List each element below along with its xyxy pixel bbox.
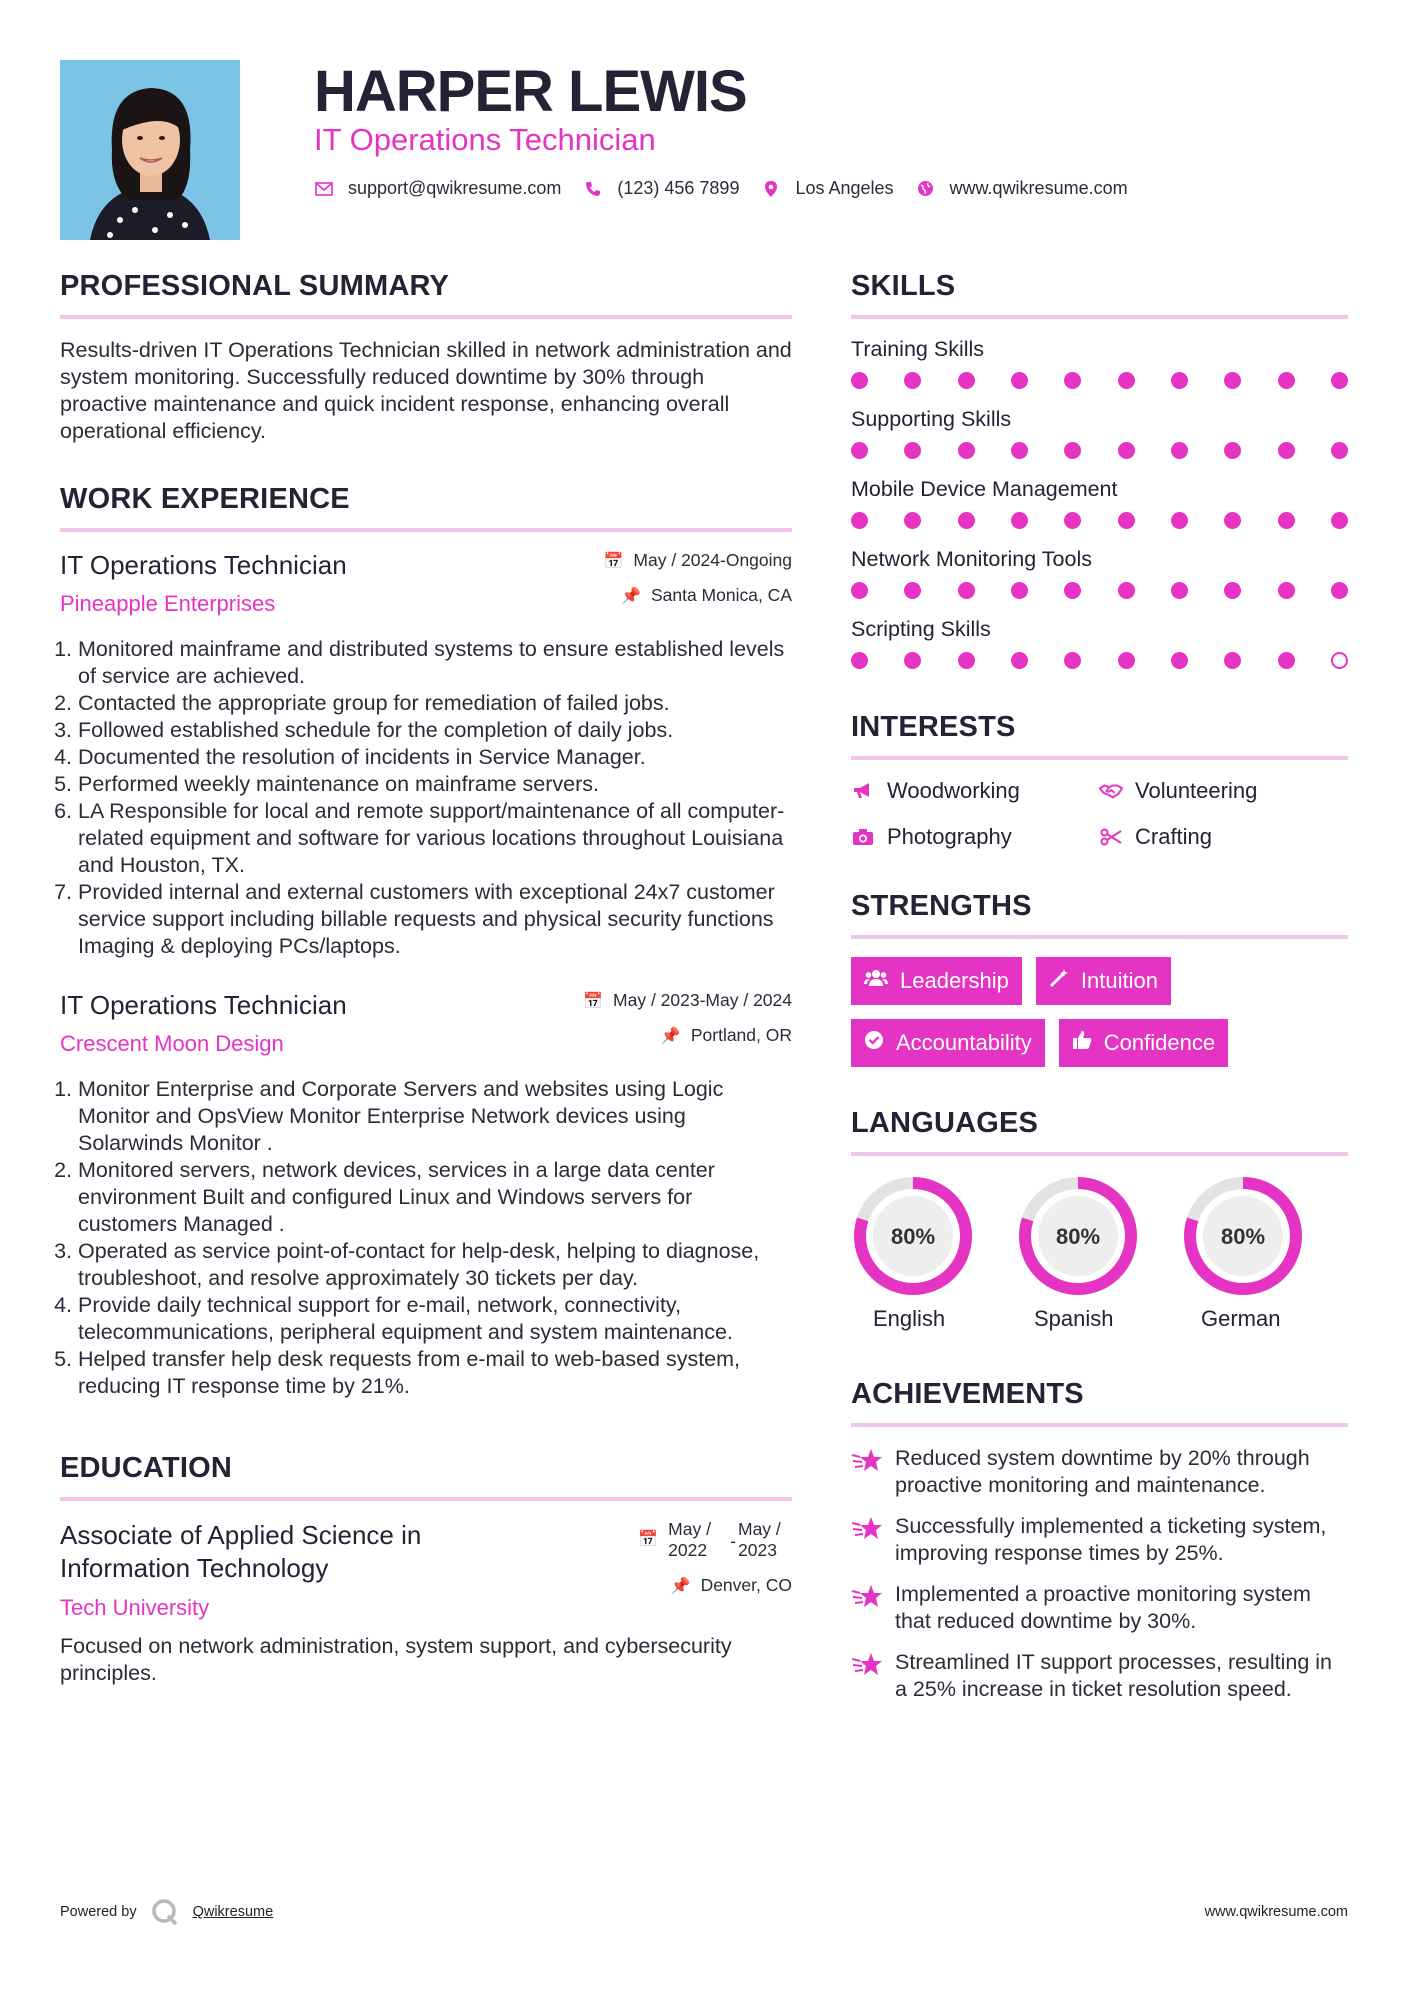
skill-dot-filled [1118,512,1135,529]
education-date-separator: - [730,1531,736,1551]
list-item: 3. Followed established schedule for the completion of daily jobs. [78,717,792,744]
achievements-list [851,1445,1348,1703]
envelope-icon [314,182,334,196]
job-entry [60,990,792,1400]
skill-dot-filled [851,512,868,529]
skill-dot-filled [851,372,868,389]
achievement-text: Implemented a proactive monitoring system that reduced downtime by 30%. [895,1582,1311,1633]
powered-by-label: Powered by [60,1904,137,1920]
skill-dot-filled [1118,652,1135,669]
skill-dot-filled [958,512,975,529]
scissors-icon [1099,828,1123,846]
language-name: German [1201,1306,1281,1331]
skill-dot-filled [1064,582,1081,599]
interest-item [1099,824,1348,850]
skill-dot-filled [851,652,868,669]
right-column [851,270,1348,1717]
interest-label: Photography [887,824,1012,849]
skills-heading: SKILLS [851,270,1348,319]
interest-label: Crafting [1135,824,1213,849]
skills-list [851,337,1348,669]
handshake-icon [1099,782,1123,800]
skill-rating [851,512,1348,529]
skill-rating [851,652,1348,669]
skill-dot-filled [1278,372,1295,389]
shooting-star-icon [851,1651,883,1684]
pushpin-icon: 📌 [621,587,641,605]
job-date: May / 2023-May / 2024 [613,990,792,1010]
contact-email[interactable]: support@qwikresume.com [348,178,562,198]
language-name: Spanish [1034,1306,1114,1331]
footer-website[interactable]: www.qwikresume.com [1204,1904,1348,1920]
skill-rating [851,582,1348,599]
camera-icon [851,828,875,846]
skill-name: Scripting Skills [851,617,991,641]
map-pin-icon [761,180,781,198]
skill-dot-filled [1118,442,1135,459]
language-percent: 80% [890,1224,936,1249]
calendar-icon: 📅 [638,1531,659,1548]
list-item: 2. Monitored servers, network devices, services in a large data center environment Built and configured Linux and Windows servers for customers Managed . [78,1157,792,1238]
skill-item [851,617,1348,669]
skill-dot-filled [1011,512,1028,529]
skill-name: Training Skills [851,337,985,361]
achievements-heading: ACHIEVEMENTS [851,1378,1348,1427]
education-entry [60,1519,792,1687]
job-bullets [60,636,792,960]
interest-item [851,778,1099,804]
users-icon [864,969,888,993]
skill-dot-filled [958,442,975,459]
skill-dot-filled [1011,652,1028,669]
profile-photo [60,60,240,240]
skill-dot-filled [1171,372,1188,389]
language-ring [1181,1174,1305,1298]
strength-badge [851,957,1022,1005]
skill-name: Supporting Skills [851,407,1012,431]
skill-dot-filled [904,582,921,599]
list-item: 2. Contacted the appropriate group for remediation of failed jobs. [78,690,792,717]
interest-label: Woodworking [887,778,1020,803]
skill-dot-filled [1224,652,1241,669]
calendar-icon: 📅 [603,552,624,570]
language-percent: 80% [1220,1224,1266,1249]
skill-dot-filled [1278,512,1295,529]
shooting-star-icon [851,1447,883,1480]
achievement-text: Successfully implemented a ticketing system, improving response times by 25%. [895,1514,1327,1565]
skill-dot-filled [958,372,975,389]
language-item [1181,1174,1346,1332]
skill-dot-filled [904,512,921,529]
skill-dot-filled [1171,652,1188,669]
languages-heading: LANGUAGES [851,1107,1348,1156]
interest-label: Volunteering [1135,778,1258,803]
skill-item [851,407,1348,459]
skill-item [851,547,1348,599]
achievement-text: Streamlined IT support processes, resulting in a 25% increase in ticket resolution speed. [895,1650,1332,1701]
skill-rating [851,442,1348,459]
strength-badge [851,1019,1045,1067]
strength-label: Intuition [1080,968,1158,993]
skill-name: Mobile Device Management [851,477,1118,501]
education-heading: EDUCATION [60,1452,792,1501]
strengths-list [851,957,1348,1067]
education-degree: Associate of Applied Science in Information Technology [60,1520,422,1583]
candidate-name: HARPER LEWIS [314,59,747,124]
brand-link[interactable]: Qwikresume [192,1904,274,1920]
skill-dot-filled [1118,582,1135,599]
skill-dot-filled [1278,652,1295,669]
job-date: May / 2024-Ongoing [633,550,792,570]
globe-icon [916,180,936,197]
strength-badge [1036,957,1171,1005]
contact-location: Los Angeles [795,178,894,198]
strength-badge [1059,1019,1228,1067]
job-location: Portland, OR [690,1025,792,1045]
contact-website[interactable]: www.qwikresume.com [949,178,1128,198]
education-school: Tech University [60,1595,210,1620]
list-item: 3. Operated as service point-of-contact for help-desk, helping to diagnose, troubleshoot, and resolve approximately 30 tickets per day. [78,1238,792,1292]
list-item: 6. LA Responsible for local and remote support/maintenance of all computer-related equipment and software for various locations throughout Louisiana and Houston, TX. [78,798,792,879]
education-date-end: May / 2023 [738,1519,781,1560]
list-item: 4. Provide daily technical support for e-mail, network, connectivity, telecommunications, peripheral equipment and system maintenance. [78,1292,792,1346]
skill-dot-filled [904,652,921,669]
interest-item [1099,778,1348,804]
job-role: IT Operations Technician [60,550,347,580]
skill-dot-filled [1064,442,1081,459]
skill-dot-filled [851,442,868,459]
skill-dot-filled [1224,582,1241,599]
experience-heading: WORK EXPERIENCE [60,483,792,532]
skill-dot-filled [1171,512,1188,529]
job-bullets [60,1076,792,1400]
candidate-title: IT Operations Technician [314,122,656,157]
left-column [60,270,792,1687]
skill-dot-filled [1331,372,1348,389]
summary-text: Results-driven IT Operations Technician skilled in network administration and system monitoring. Successfully reduced downtime by 30% through proactive maintenance and quick incident response, enhancing overall operational efficiency. [60,338,792,443]
profile-photo-illustration [60,60,240,240]
achievement-item [851,1649,1348,1703]
education-description: Focused on network administration, system support, and cybersecurity principles. [60,1634,732,1685]
skill-dot-filled [1064,372,1081,389]
language-item [1016,1174,1181,1332]
skill-name: Network Monitoring Tools [851,547,1092,571]
skill-dot-empty [1331,652,1348,669]
phone-icon [583,181,603,197]
achievement-item [851,1581,1348,1635]
strength-label: Leadership [900,968,1009,993]
skill-dot-filled [1331,582,1348,599]
interests-list [851,778,1348,850]
list-item: 5. Performed weekly maintenance on mainframe servers. [78,771,792,798]
skill-dot-filled [1278,582,1295,599]
contact-bar [314,178,1150,199]
skill-dot-filled [1331,442,1348,459]
skill-dot-filled [1224,372,1241,389]
pushpin-icon: 📌 [660,1027,681,1045]
skill-dot-filled [904,442,921,459]
skill-dot-filled [851,582,868,599]
skill-dot-filled [1064,652,1081,669]
list-item: 1. Monitored mainframe and distributed systems to ensure established levels of service are achieved. [78,636,792,690]
job-location: Santa Monica, CA [650,585,792,605]
skill-dot-filled [1224,512,1241,529]
language-percent: 80% [1055,1224,1101,1249]
skill-dot-filled [1118,372,1135,389]
skill-item [851,477,1348,529]
achievement-item [851,1513,1348,1567]
qwikresume-logo-icon [151,1898,179,1926]
list-item: 1. Monitor Enterprise and Corporate Servers and websites using Logic Monitor and OpsView Monitor Enterprise Network devices using Solarwinds Monitor . [78,1076,792,1157]
strength-label: Accountability [896,1030,1032,1055]
skill-dot-filled [958,582,975,599]
skill-dot-filled [1011,582,1028,599]
contact-phone[interactable]: (123) 456 7899 [617,178,740,198]
skill-dot-filled [904,372,921,389]
interest-item [851,824,1099,850]
pushpin-icon: 📌 [670,1577,691,1595]
strength-label: Confidence [1103,1030,1216,1055]
language-name: English [873,1306,946,1331]
achievement-text: Reduced system downtime by 20% through proactive monitoring and maintenance. [895,1446,1310,1497]
job-company: Pineapple Enterprises [60,591,276,616]
shooting-star-icon [851,1515,883,1548]
skill-rating [851,372,1348,389]
language-item [851,1174,1016,1332]
language-ring [1016,1174,1140,1298]
skill-dot-filled [1011,442,1028,459]
job-entry [60,550,792,960]
skill-dot-filled [1224,442,1241,459]
skill-dot-filled [1011,372,1028,389]
check-circle-icon [864,1030,884,1056]
strengths-heading: STRENGTHS [851,890,1348,939]
footer [60,1898,1348,1926]
shooting-star-icon [851,1583,883,1616]
education-date-start: May / 2022 [668,1519,711,1560]
language-ring [851,1174,975,1298]
skill-dot-filled [1331,512,1348,529]
achievement-item [851,1445,1348,1499]
skill-dot-filled [1171,582,1188,599]
skill-dot-filled [958,652,975,669]
job-role: IT Operations Technician [60,990,347,1020]
skill-dot-filled [1171,442,1188,459]
skill-dot-filled [1278,442,1295,459]
interests-heading: INTERESTS [851,711,1348,760]
education-location: Denver, CO [700,1575,792,1595]
list-item: 4. Documented the resolution of incidents in Service Manager. [78,744,792,771]
list-item: 5. Helped transfer help desk requests from e-mail to web-based system, reducing IT response time by 21%. [78,1346,792,1400]
skill-dot-filled [1064,512,1081,529]
summary-heading: PROFESSIONAL SUMMARY [60,270,792,319]
powered-by [60,1898,273,1926]
magic-wand-icon [1049,968,1069,994]
megaphone-icon [851,782,875,800]
thumbs-up-icon [1072,1030,1092,1056]
job-company: Crescent Moon Design [60,1031,284,1056]
calendar-icon: 📅 [583,992,604,1010]
skill-item [851,337,1348,389]
languages-list [851,1174,1348,1332]
list-item: 7. Provided internal and external customers with exceptional 24x7 customer service support including billable requests and physical security functions Imaging & deploying PCs/laptops. [78,879,792,960]
